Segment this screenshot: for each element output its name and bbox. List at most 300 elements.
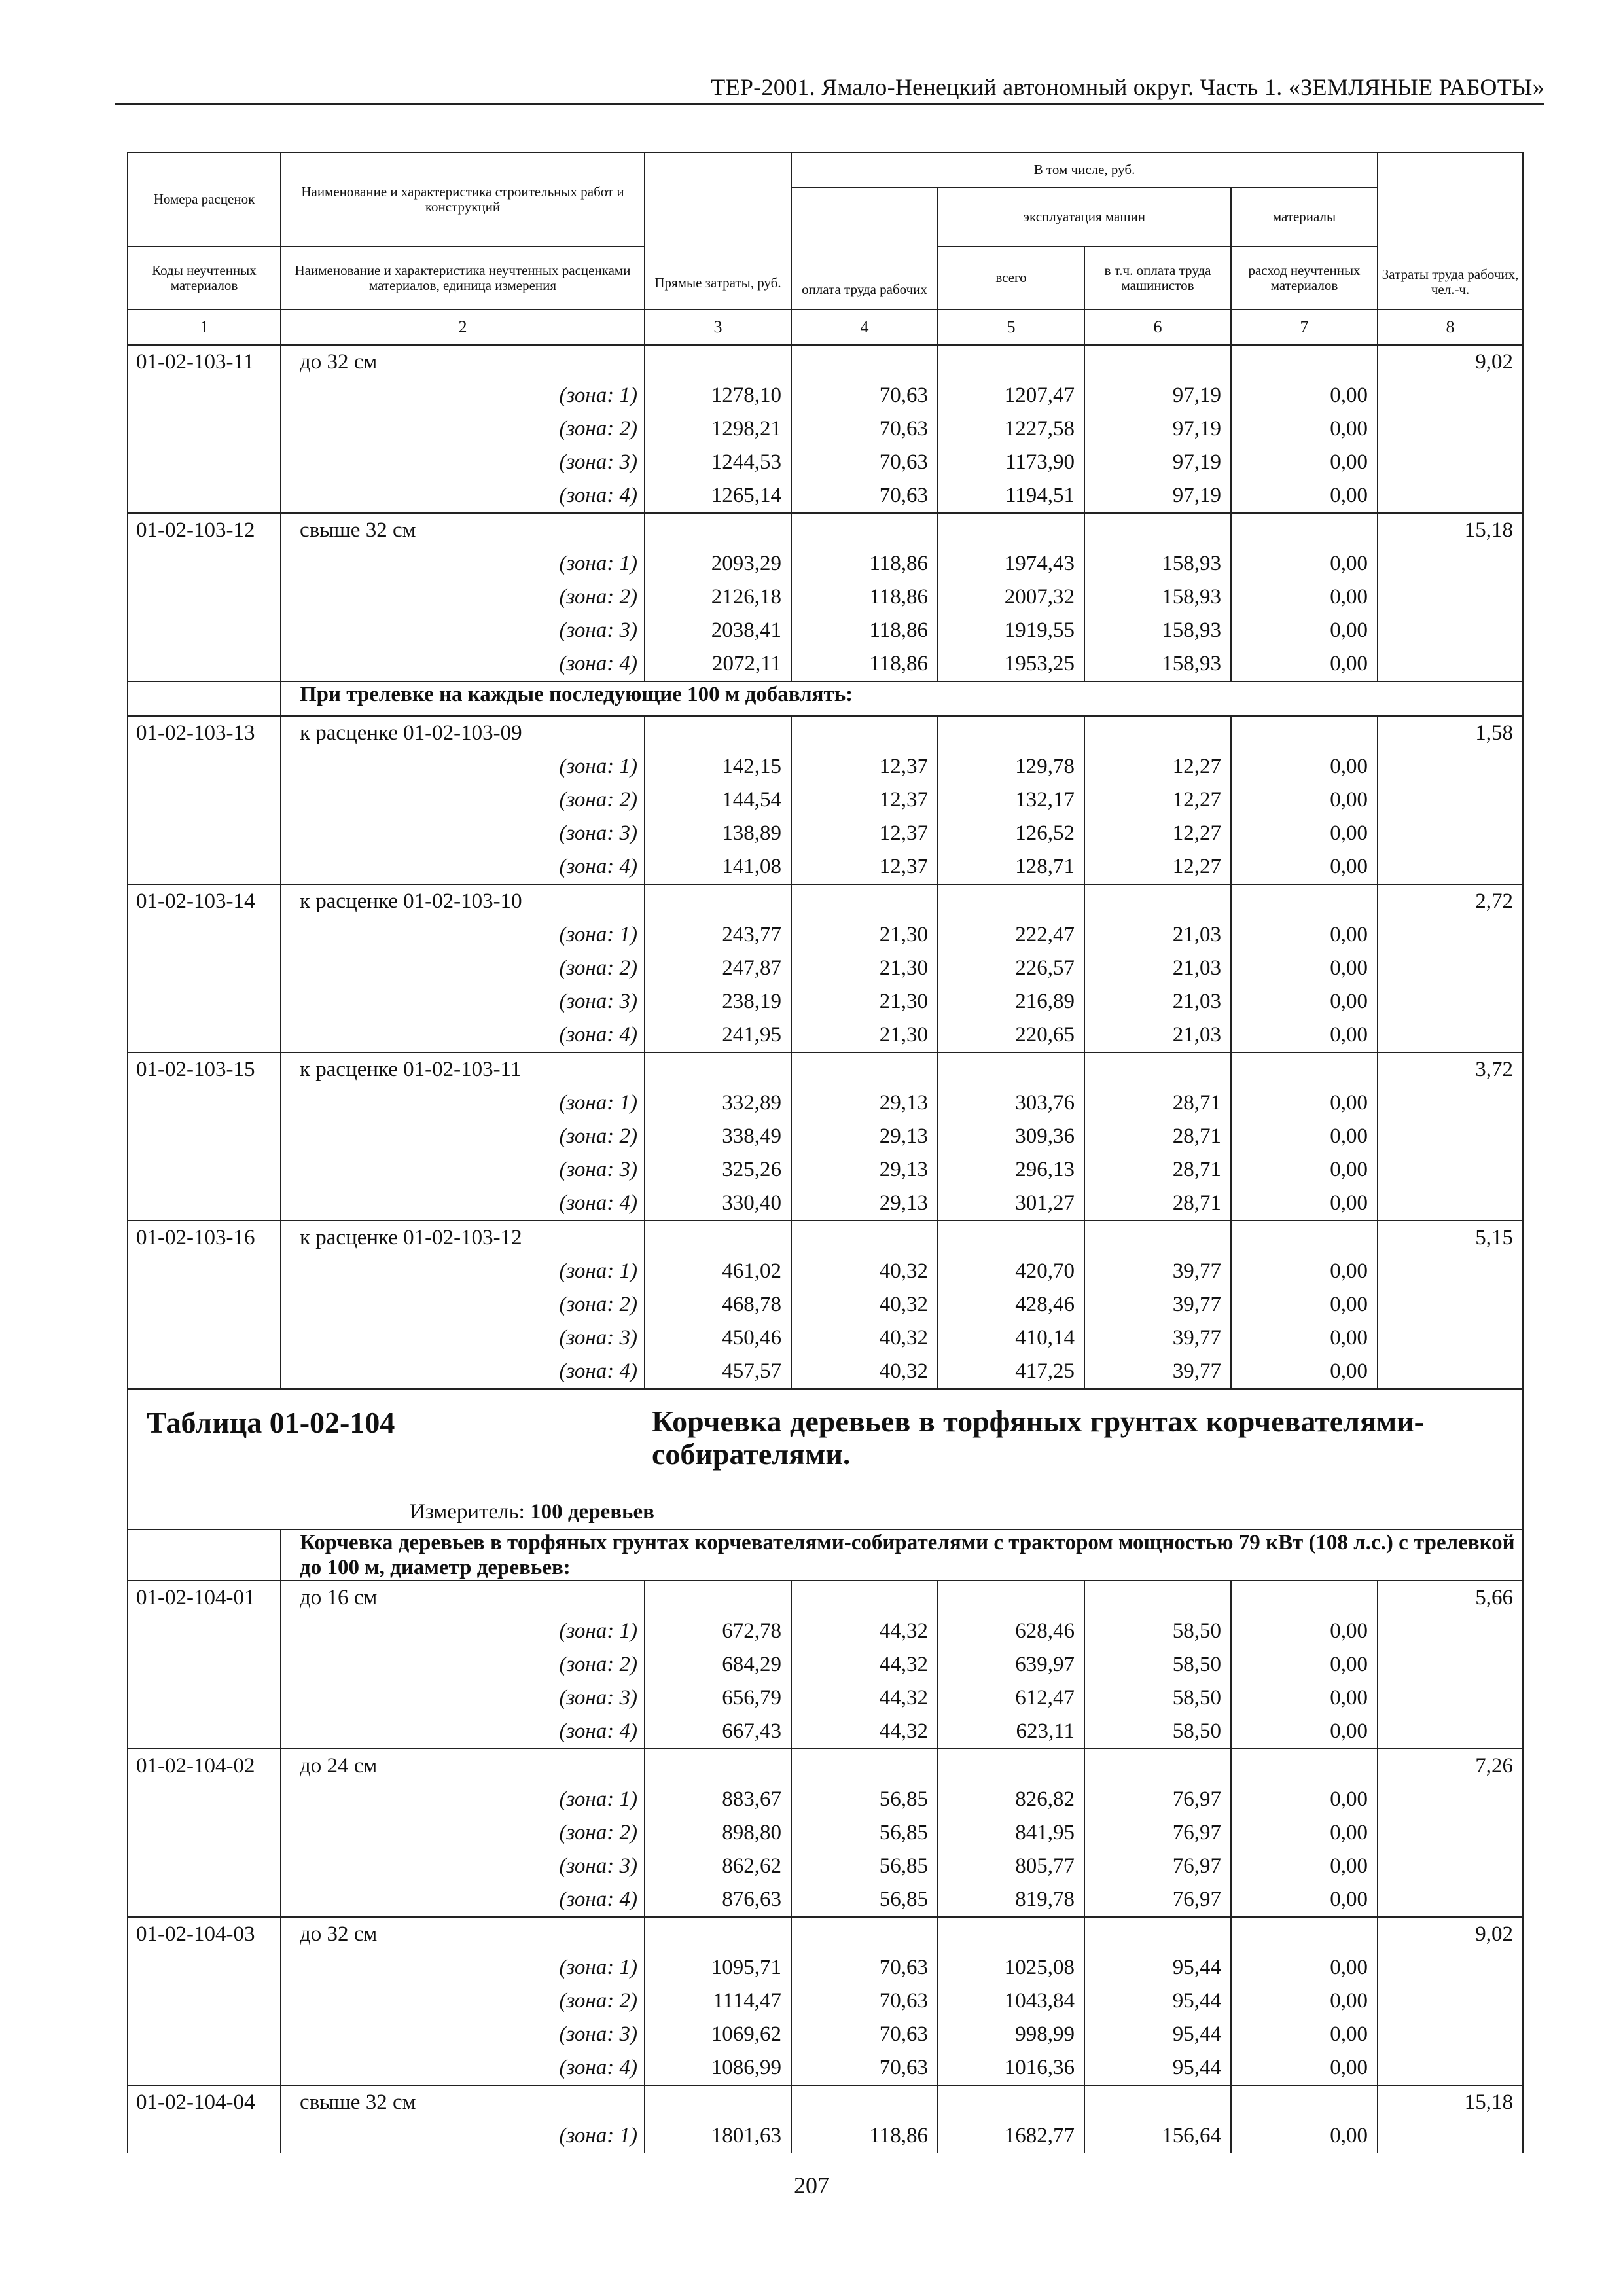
machine-total: 309,36 <box>938 1120 1084 1153</box>
worker-pay: 40,32 <box>791 1321 938 1355</box>
empty-cell <box>791 1917 938 1951</box>
worker-pay: 12,37 <box>791 850 938 884</box>
empty-cell <box>1378 1816 1523 1850</box>
rate-name: к расценке 01-02-103-09 <box>281 716 645 750</box>
empty-cell <box>1231 1581 1378 1615</box>
zone-row <box>128 2018 1523 2051</box>
zone-row <box>128 1355 1523 1389</box>
zone-label: (зона: 2) <box>281 1984 645 2018</box>
materials-cost: 0,00 <box>1231 1648 1378 1681</box>
empty-cell <box>791 1749 938 1783</box>
zone-label: (зона: 4) <box>281 1883 645 1917</box>
empty-cell <box>1084 1917 1231 1951</box>
zone-label: (зона: 3) <box>281 2018 645 2051</box>
zone-row <box>128 850 1523 884</box>
empty-cell <box>938 1221 1084 1255</box>
rate-name: свыше 32 см <box>281 2085 645 2119</box>
empty-cell <box>1378 479 1523 513</box>
operator-pay: 39,77 <box>1084 1355 1231 1389</box>
direct-cost: 883,67 <box>645 1783 791 1816</box>
zone-label: (зона: 4) <box>281 1715 645 1749</box>
operator-pay: 95,44 <box>1084 2051 1231 2085</box>
worker-pay: 29,13 <box>791 1187 938 1221</box>
empty-cell <box>128 1187 281 1221</box>
operator-pay: 97,19 <box>1084 446 1231 479</box>
zone-label: (зона: 4) <box>281 647 645 681</box>
empty-cell <box>645 1581 791 1615</box>
empty-cell <box>938 716 1084 750</box>
empty-cell <box>791 2085 938 2119</box>
labor-cost: 2,72 <box>1378 884 1523 918</box>
worker-pay: 70,63 <box>791 412 938 446</box>
zone-label: (зона: 2) <box>281 1288 645 1321</box>
table-description: Корчевка деревьев в торфяных грунтах корчевателями-собирателями. <box>652 1405 1424 1471</box>
direct-cost: 1298,21 <box>645 412 791 446</box>
operator-pay: 97,19 <box>1084 479 1231 513</box>
empty-cell <box>1378 581 1523 614</box>
empty-cell <box>1231 1917 1378 1951</box>
rates-table <box>127 152 1524 2153</box>
direct-cost: 672,78 <box>645 1615 791 1648</box>
machine-total: 841,95 <box>938 1816 1084 1850</box>
operator-pay: 76,97 <box>1084 1883 1231 1917</box>
empty-cell <box>1231 884 1378 918</box>
materials-cost: 0,00 <box>1231 850 1378 884</box>
direct-cost: 1265,14 <box>645 479 791 513</box>
empty-cell <box>128 1153 281 1187</box>
direct-cost: 667,43 <box>645 1715 791 1749</box>
empty-cell <box>791 1052 938 1086</box>
empty-cell <box>1084 513 1231 547</box>
machine-total: 1207,47 <box>938 379 1084 412</box>
materials-cost: 0,00 <box>1231 1883 1378 1917</box>
empty-cell <box>1231 1749 1378 1783</box>
machine-total: 410,14 <box>938 1321 1084 1355</box>
col-number: 3 <box>645 310 791 345</box>
worker-pay: 118,86 <box>791 581 938 614</box>
unit-value: 100 деревьев <box>530 1500 654 1524</box>
operator-pay: 158,93 <box>1084 581 1231 614</box>
empty-cell <box>128 479 281 513</box>
rate-row <box>128 1917 1523 1951</box>
zone-label: (зона: 2) <box>281 783 645 817</box>
materials-cost: 0,00 <box>1231 1255 1378 1288</box>
zone-row <box>128 985 1523 1018</box>
materials-cost: 0,00 <box>1231 479 1378 513</box>
worker-pay: 44,32 <box>791 1648 938 1681</box>
worker-pay: 44,32 <box>791 1615 938 1648</box>
incl-header: В том числе, руб. <box>791 152 1378 188</box>
zone-row <box>128 1648 1523 1681</box>
table-title-cell <box>128 1389 1523 1496</box>
empty-cell <box>938 1581 1084 1615</box>
empty-cell <box>1378 446 1523 479</box>
zone-label: (зона: 1) <box>281 2119 645 2153</box>
empty-cell <box>791 1581 938 1615</box>
empty-cell <box>1378 985 1523 1018</box>
col-number: 2 <box>281 310 645 345</box>
rate-name: до 32 см <box>281 345 645 379</box>
rate-name: до 24 см <box>281 1749 645 1783</box>
empty-cell <box>1378 750 1523 783</box>
zone-row <box>128 1018 1523 1052</box>
operator-pay: 28,71 <box>1084 1086 1231 1120</box>
rate-code: 01-02-104-02 <box>128 1749 281 1783</box>
empty-cell <box>791 884 938 918</box>
empty-cell <box>1378 412 1523 446</box>
empty-cell <box>1231 2085 1378 2119</box>
materials-cost: 0,00 <box>1231 985 1378 1018</box>
empty-cell <box>1084 1221 1231 1255</box>
rate-row <box>128 884 1523 918</box>
machine-total: 1682,77 <box>938 2119 1084 2153</box>
operator-pay: 28,71 <box>1084 1120 1231 1153</box>
empty-cell <box>791 513 938 547</box>
operator-pay: 39,77 <box>1084 1321 1231 1355</box>
direct-cost: 656,79 <box>645 1681 791 1715</box>
empty-cell <box>128 1288 281 1321</box>
worker-pay: 70,63 <box>791 379 938 412</box>
rate-row <box>128 716 1523 750</box>
empty-cell <box>128 1086 281 1120</box>
labor-cost: 15,18 <box>1378 513 1523 547</box>
worker-pay: 21,30 <box>791 985 938 1018</box>
direct-cost: 142,15 <box>645 750 791 783</box>
empty-cell <box>938 1052 1084 1086</box>
empty-cell <box>1231 513 1378 547</box>
zone-row <box>128 1255 1523 1288</box>
zone-row <box>128 379 1523 412</box>
rate-code: 01-02-103-15 <box>128 1052 281 1086</box>
rate-row <box>128 513 1523 547</box>
worker-pay: 21,30 <box>791 952 938 985</box>
zone-row <box>128 614 1523 647</box>
worker-pay: 21,30 <box>791 918 938 952</box>
labor-cost: 5,15 <box>1378 1221 1523 1255</box>
empty-cell <box>1084 1052 1231 1086</box>
zone-row <box>128 1984 1523 2018</box>
empty-cell <box>938 1917 1084 1951</box>
empty-cell <box>645 1052 791 1086</box>
operator-pay: 39,77 <box>1084 1288 1231 1321</box>
machine-total: 1043,84 <box>938 1984 1084 2018</box>
rate-code: 01-02-104-03 <box>128 1917 281 1951</box>
empty-cell <box>128 1783 281 1816</box>
rate-code: 01-02-103-16 <box>128 1221 281 1255</box>
empty-cell <box>128 817 281 850</box>
zone-label: (зона: 1) <box>281 1086 645 1120</box>
empty-cell <box>938 2085 1084 2119</box>
materials-cost: 0,00 <box>1231 952 1378 985</box>
materials-cost: 0,00 <box>1231 412 1378 446</box>
machine-total: 220,65 <box>938 1018 1084 1052</box>
empty-cell <box>128 1984 281 2018</box>
machine-total: 129,78 <box>938 750 1084 783</box>
zone-row <box>128 2119 1523 2153</box>
col-number: 8 <box>1378 310 1523 345</box>
machine-total: 216,89 <box>938 985 1084 1018</box>
zone-label: (зона: 3) <box>281 1321 645 1355</box>
empty-cell <box>938 345 1084 379</box>
col2-bottom-header: Наименование и характеристика неучтенных расценками материалов, единица измерения <box>281 247 645 310</box>
unit-label: Измеритель: <box>410 1500 525 1524</box>
worker-pay: 29,13 <box>791 1120 938 1153</box>
empty-cell <box>128 681 281 716</box>
col6-header: в т.ч. оплата труда машинистов <box>1084 247 1231 310</box>
worker-pay: 12,37 <box>791 783 938 817</box>
materials-cost: 0,00 <box>1231 1288 1378 1321</box>
zone-row <box>128 479 1523 513</box>
zone-label: (зона: 3) <box>281 614 645 647</box>
zone-label: (зона: 1) <box>281 1951 645 1984</box>
zone-row <box>128 1086 1523 1120</box>
direct-cost: 898,80 <box>645 1816 791 1850</box>
zone-label: (зона: 2) <box>281 1120 645 1153</box>
rate-code: 01-02-104-01 <box>128 1581 281 1615</box>
operator-pay: 12,27 <box>1084 783 1231 817</box>
empty-cell <box>1378 1615 1523 1648</box>
operator-pay: 58,50 <box>1084 1715 1231 1749</box>
empty-cell <box>1378 1984 1523 2018</box>
machine-total: 623,11 <box>938 1715 1084 1749</box>
empty-cell <box>1084 716 1231 750</box>
operator-pay: 28,71 <box>1084 1153 1231 1187</box>
rate-row <box>128 1581 1523 1615</box>
rate-name: к расценке 01-02-103-11 <box>281 1052 645 1086</box>
direct-cost: 1069,62 <box>645 2018 791 2051</box>
empty-cell <box>128 850 281 884</box>
zone-label: (зона: 1) <box>281 379 645 412</box>
direct-cost: 247,87 <box>645 952 791 985</box>
col5-header: всего <box>938 247 1084 310</box>
worker-pay: 40,32 <box>791 1255 938 1288</box>
rate-code: 01-02-103-13 <box>128 716 281 750</box>
empty-cell <box>128 614 281 647</box>
materials-cost: 0,00 <box>1231 2018 1378 2051</box>
worker-pay: 70,63 <box>791 1951 938 1984</box>
empty-cell <box>1378 1321 1523 1355</box>
zone-label: (зона: 2) <box>281 1816 645 1850</box>
direct-cost: 457,57 <box>645 1355 791 1389</box>
operator-pay: 97,19 <box>1084 379 1231 412</box>
empty-cell <box>1378 1883 1523 1917</box>
operator-pay: 95,44 <box>1084 2018 1231 2051</box>
section-heading: При трелевке на каждые последующие 100 м добавлять: <box>281 681 1523 716</box>
operator-pay: 158,93 <box>1084 547 1231 581</box>
empty-cell <box>1378 547 1523 581</box>
rate-row <box>128 345 1523 379</box>
worker-pay: 56,85 <box>791 1850 938 1883</box>
col-number: 4 <box>791 310 938 345</box>
direct-cost: 1095,71 <box>645 1951 791 1984</box>
empty-cell <box>1378 647 1523 681</box>
empty-cell <box>791 345 938 379</box>
empty-cell <box>645 1221 791 1255</box>
empty-cell <box>128 1715 281 1749</box>
operator-pay: 76,97 <box>1084 1850 1231 1883</box>
worker-pay: 70,63 <box>791 2018 938 2051</box>
empty-cell <box>938 1749 1084 1783</box>
worker-pay: 21,30 <box>791 1018 938 1052</box>
direct-cost: 862,62 <box>645 1850 791 1883</box>
operator-pay: 21,03 <box>1084 1018 1231 1052</box>
operator-pay: 39,77 <box>1084 1255 1231 1288</box>
labor-cost: 9,02 <box>1378 345 1523 379</box>
empty-cell <box>1378 2051 1523 2085</box>
operator-pay: 58,50 <box>1084 1681 1231 1715</box>
zone-row <box>128 446 1523 479</box>
machine-total: 2007,32 <box>938 581 1084 614</box>
machine-total: 296,13 <box>938 1153 1084 1187</box>
direct-cost: 876,63 <box>645 1883 791 1917</box>
empty-cell <box>128 2051 281 2085</box>
empty-cell <box>128 1018 281 1052</box>
empty-cell <box>645 716 791 750</box>
worker-pay: 12,37 <box>791 817 938 850</box>
materials-cost: 0,00 <box>1231 2051 1378 2085</box>
labor-cost: 15,18 <box>1378 2085 1523 2119</box>
machine-total: 1953,25 <box>938 647 1084 681</box>
operator-pay: 21,03 <box>1084 918 1231 952</box>
empty-cell <box>645 884 791 918</box>
operator-pay: 76,97 <box>1084 1816 1231 1850</box>
worker-pay: 40,32 <box>791 1288 938 1321</box>
direct-cost: 138,89 <box>645 817 791 850</box>
materials-cost: 0,00 <box>1231 817 1378 850</box>
machine-total: 826,82 <box>938 1783 1084 1816</box>
zone-row <box>128 1153 1523 1187</box>
direct-cost: 2072,11 <box>645 647 791 681</box>
direct-cost: 1244,53 <box>645 446 791 479</box>
rate-name: к расценке 01-02-103-10 <box>281 884 645 918</box>
empty-cell <box>128 547 281 581</box>
worker-pay: 56,85 <box>791 1783 938 1816</box>
materials-header: материалы <box>1231 188 1378 247</box>
zone-row <box>128 1951 1523 1984</box>
worker-pay: 29,13 <box>791 1153 938 1187</box>
empty-cell <box>128 412 281 446</box>
zone-label: (зона: 3) <box>281 1681 645 1715</box>
worker-pay: 29,13 <box>791 1086 938 1120</box>
worker-pay: 40,32 <box>791 1355 938 1389</box>
operator-pay: 156,64 <box>1084 2119 1231 2153</box>
empty-cell <box>128 1615 281 1648</box>
machine-total: 1194,51 <box>938 479 1084 513</box>
direct-cost: 338,49 <box>645 1120 791 1153</box>
machine-total: 226,57 <box>938 952 1084 985</box>
empty-cell <box>128 2018 281 2051</box>
empty-cell <box>645 1917 791 1951</box>
col-number: 5 <box>938 310 1084 345</box>
empty-cell <box>128 379 281 412</box>
machine-total: 126,52 <box>938 817 1084 850</box>
section-heading: Корчевка деревьев в торфяных грунтах корчевателями-собирателями с трактором мощностью 79 кВт (108 л.с.) с трелевкой до 100 м, диаметр деревьев: <box>281 1530 1523 1581</box>
rate-name: до 32 см <box>281 1917 645 1951</box>
zone-label: (зона: 4) <box>281 479 645 513</box>
direct-cost: 325,26 <box>645 1153 791 1187</box>
direct-cost: 241,95 <box>645 1018 791 1052</box>
empty-cell <box>1084 884 1231 918</box>
col2-top-header: Наименование и характеристика строительных работ и конструкций <box>281 152 645 247</box>
direct-cost: 243,77 <box>645 918 791 952</box>
empty-cell <box>128 750 281 783</box>
col4-header: оплата труда рабочих <box>791 188 938 310</box>
machine-total: 1227,58 <box>938 412 1084 446</box>
empty-cell <box>1084 345 1231 379</box>
zone-label: (зона: 3) <box>281 1850 645 1883</box>
machine-total: 128,71 <box>938 850 1084 884</box>
direct-cost: 1086,99 <box>645 2051 791 2085</box>
worker-pay: 118,86 <box>791 647 938 681</box>
zone-label: (зона: 1) <box>281 918 645 952</box>
worker-pay: 70,63 <box>791 479 938 513</box>
rate-name: свыше 32 см <box>281 513 645 547</box>
rate-row <box>128 2085 1523 2119</box>
zone-row <box>128 1288 1523 1321</box>
labor-cost: 7,26 <box>1378 1749 1523 1783</box>
labor-cost: 9,02 <box>1378 1917 1523 1951</box>
direct-cost: 468,78 <box>645 1288 791 1321</box>
zone-row <box>128 918 1523 952</box>
rate-code: 01-02-103-12 <box>128 513 281 547</box>
empty-cell <box>1378 1355 1523 1389</box>
empty-cell <box>938 884 1084 918</box>
labor-cost: 5,66 <box>1378 1581 1523 1615</box>
direct-cost: 1801,63 <box>645 2119 791 2153</box>
machine-total: 428,46 <box>938 1288 1084 1321</box>
zone-label: (зона: 2) <box>281 412 645 446</box>
operator-pay: 21,03 <box>1084 985 1231 1018</box>
empty-cell <box>1378 952 1523 985</box>
worker-pay: 56,85 <box>791 1883 938 1917</box>
zone-label: (зона: 1) <box>281 1783 645 1816</box>
empty-cell <box>128 1530 281 1581</box>
empty-cell <box>128 1255 281 1288</box>
machine-total: 805,77 <box>938 1850 1084 1883</box>
materials-cost: 0,00 <box>1231 1715 1378 1749</box>
machine-total: 1016,36 <box>938 2051 1084 2085</box>
materials-cost: 0,00 <box>1231 1120 1378 1153</box>
rates-body <box>128 345 1523 2153</box>
empty-cell <box>1231 1221 1378 1255</box>
worker-pay: 70,63 <box>791 2051 938 2085</box>
empty-cell <box>1378 2018 1523 2051</box>
materials-cost: 0,00 <box>1231 1783 1378 1816</box>
empty-cell <box>128 1951 281 1984</box>
empty-cell <box>1378 1715 1523 1749</box>
materials-cost: 0,00 <box>1231 1086 1378 1120</box>
zone-label: (зона: 3) <box>281 1153 645 1187</box>
direct-cost: 684,29 <box>645 1648 791 1681</box>
empty-cell <box>128 985 281 1018</box>
materials-cost: 0,00 <box>1231 1153 1378 1187</box>
empty-cell <box>938 513 1084 547</box>
rate-row <box>128 1052 1523 1086</box>
direct-cost: 332,89 <box>645 1086 791 1120</box>
worker-pay: 44,32 <box>791 1681 938 1715</box>
operator-pay: 95,44 <box>1084 1984 1231 2018</box>
empty-cell <box>1084 1749 1231 1783</box>
zone-row <box>128 1120 1523 1153</box>
empty-cell <box>128 446 281 479</box>
zone-label: (зона: 3) <box>281 817 645 850</box>
machine-total: 222,47 <box>938 918 1084 952</box>
materials-cost: 0,00 <box>1231 783 1378 817</box>
direct-cost: 2038,41 <box>645 614 791 647</box>
materials-cost: 0,00 <box>1231 581 1378 614</box>
materials-cost: 0,00 <box>1231 446 1378 479</box>
materials-cost: 0,00 <box>1231 1951 1378 1984</box>
